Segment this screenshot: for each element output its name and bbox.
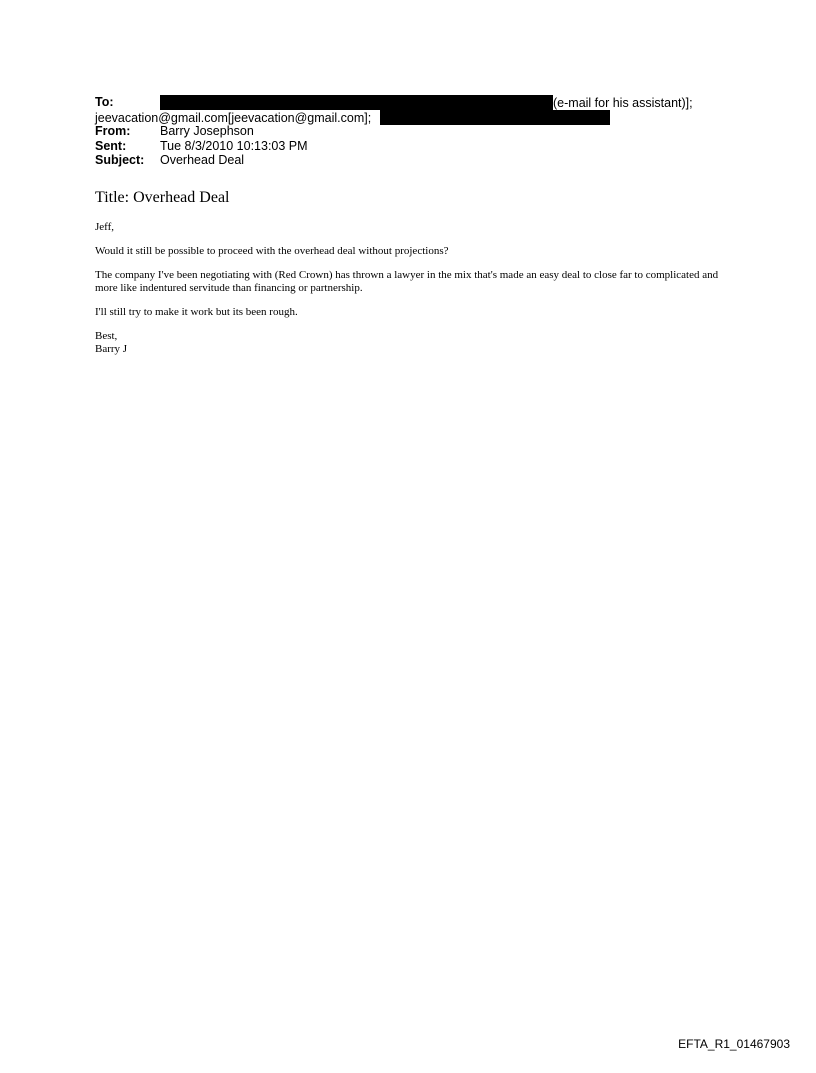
from-row (95, 124, 755, 139)
sent-row (95, 139, 755, 154)
to-label: To: (95, 95, 114, 109)
to-row (95, 95, 755, 110)
from-value: Barry Josephson (160, 124, 254, 138)
message-title: Title: Overhead Deal (95, 189, 230, 206)
body-paragraph: The company I've been negotiating with (Red Crown) has thrown a lawyer in the mix that's made an easy deal to close far to complicated and more like indentured servitude than financing or partnership. (95, 269, 719, 294)
sent-value: Tue 8/3/2010 10:13:03 PM (160, 138, 308, 153)
subject-row (95, 153, 755, 168)
redaction-bar (380, 110, 610, 125)
sent-label: Sent: (95, 138, 127, 153)
body-paragraph: I'll still try to make it work but its been rough. (95, 306, 298, 318)
to-line2-text: jeevacation@gmail.com[jeevacation@gmail.com]; (95, 110, 372, 125)
signature: Barry J (95, 343, 128, 355)
from-label: From: (95, 124, 131, 138)
subject-label: Subject: (95, 153, 145, 167)
to-value (160, 95, 693, 111)
signoff: Best, (95, 330, 118, 342)
redaction-bar (160, 95, 553, 110)
to-line2 (95, 110, 610, 126)
greeting: Jeff, (95, 221, 115, 233)
email-header (95, 95, 755, 168)
signature-block (95, 330, 735, 356)
body-paragraph: Would it still be possible to proceed with the overhead deal without projections? (95, 245, 449, 257)
message-body (95, 221, 735, 356)
subject-value: Overhead Deal (160, 153, 245, 167)
to-row-continued (95, 110, 755, 125)
document-id: EFTA_R1_01467903 (678, 1037, 790, 1051)
to-visible-text: (e-mail for his assistant)]; (553, 96, 693, 110)
